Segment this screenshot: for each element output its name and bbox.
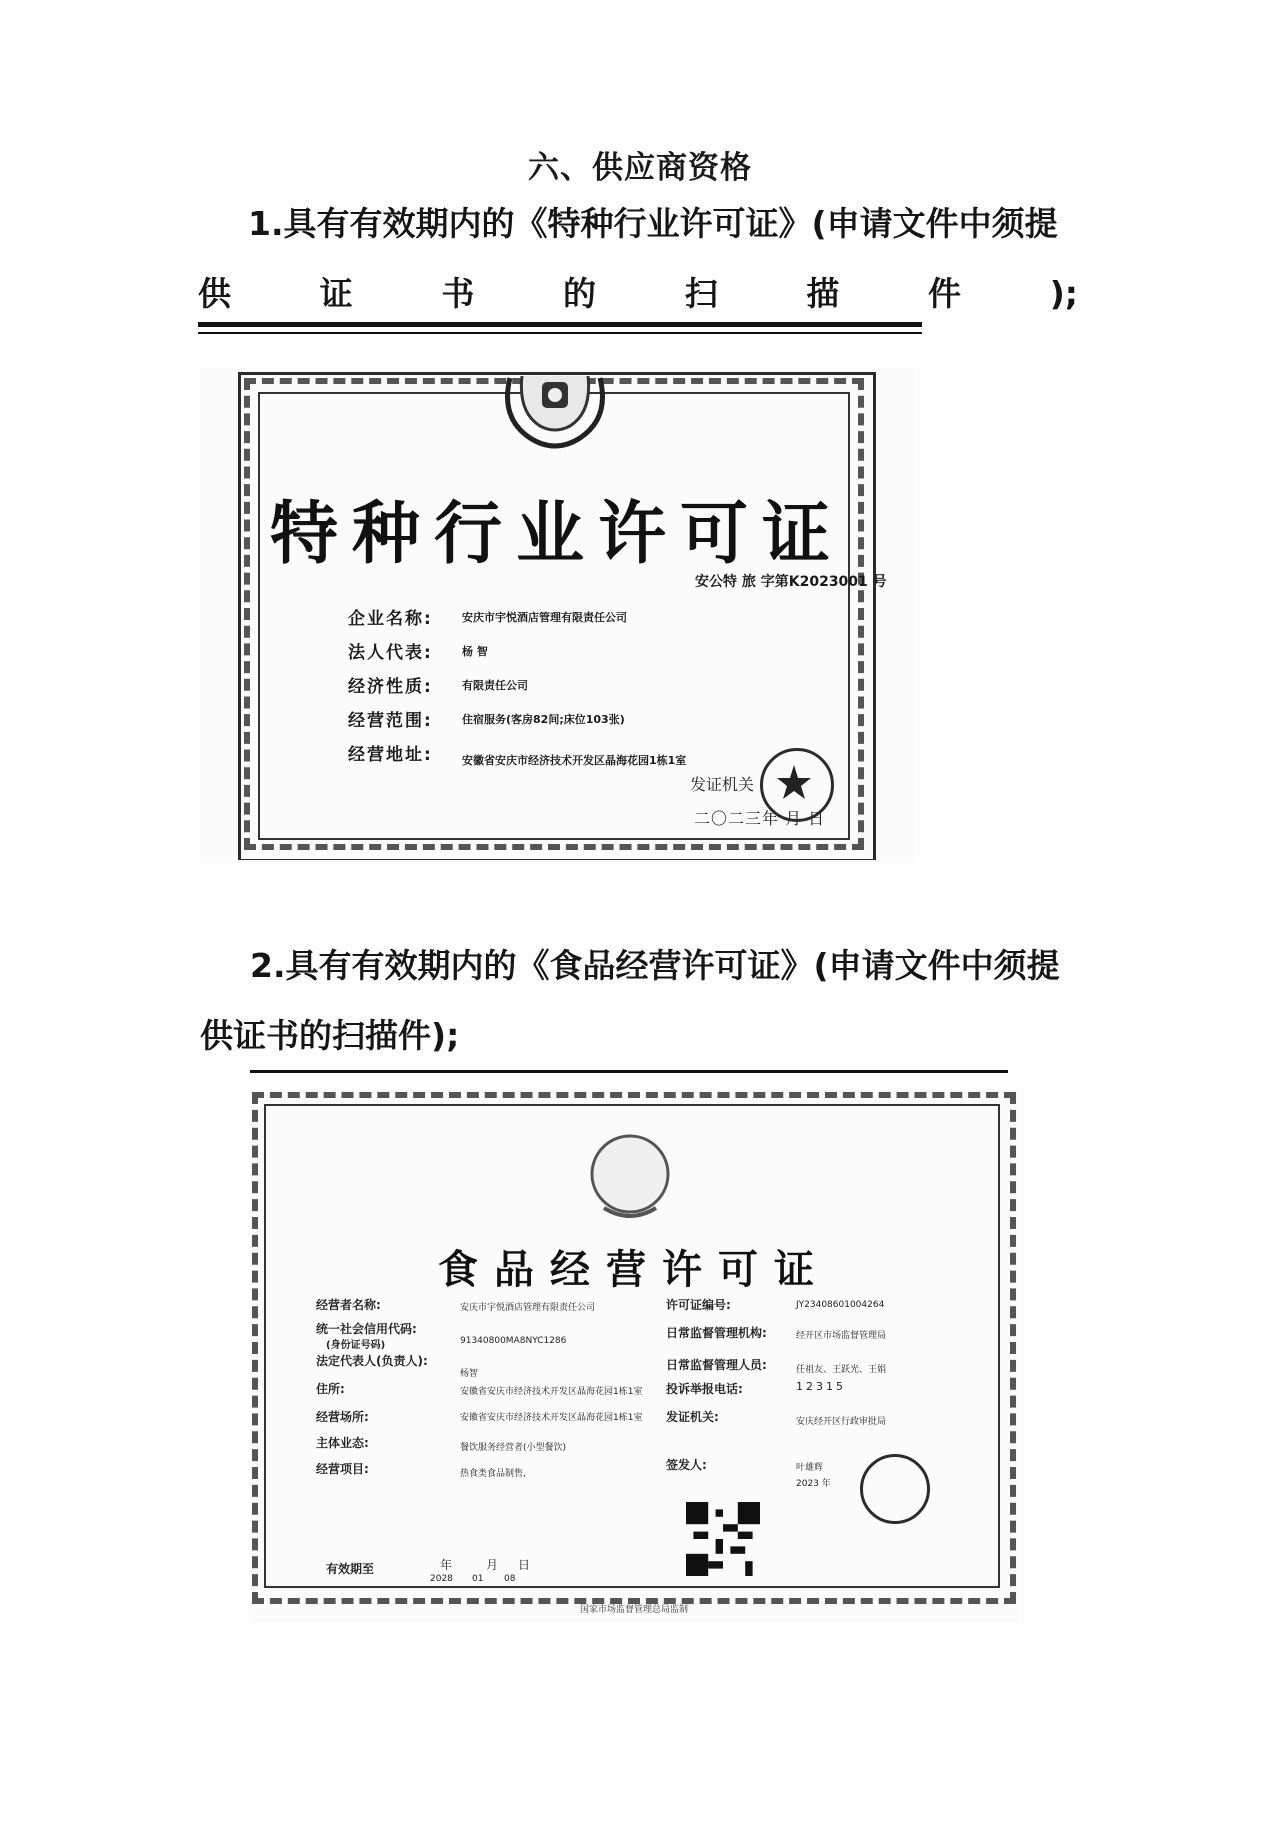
cert2-left-value: 热食类食品制售,: [460, 1469, 526, 1479]
cert1-field-label: 企业名称:: [348, 609, 433, 629]
official-seal-icon: [760, 748, 834, 822]
cert1-field-value: 住宿服务(客房82间;床位103张): [462, 713, 625, 726]
cert2-right-value: 经开区市场监督管理局: [796, 1331, 887, 1341]
cert1-field-label: 经营地址:: [348, 745, 433, 765]
cert1-field-value: 安庆市宇悦酒店管理有限责任公司: [462, 611, 627, 624]
official-seal-icon: [860, 1454, 930, 1524]
validity-month: 01: [472, 1574, 484, 1584]
cert2-right-label: 签发人:: [666, 1458, 707, 1472]
police-emblem-icon: [500, 368, 610, 454]
cert2-left-label: 主体业态:: [316, 1436, 369, 1450]
validity-month-unit: 月: [486, 1558, 499, 1572]
cert1-title: 特种行业许可证: [269, 494, 844, 574]
item1-line1: 1.具有有效期内的《特种行业许可证》(申请文件中须提: [248, 204, 1058, 243]
cert1-field-value: 有限责任公司: [462, 679, 528, 692]
item1-line2: 供证书的扫描件);: [198, 274, 1078, 313]
cert2-left-label: 住所:: [316, 1382, 345, 1396]
validity-year-unit: 年: [440, 1558, 453, 1572]
cert1-field-value: 杨 智: [462, 645, 488, 658]
cert2-left-value: 91340800MA8NYC1286: [460, 1336, 567, 1346]
cert2-left-label: (身份证号码): [326, 1340, 386, 1351]
cert2-left-value: 餐饮服务经营者(小型餐饮): [460, 1443, 567, 1453]
validity-day-unit: 日: [518, 1558, 531, 1572]
national-emblem-icon: [580, 1128, 680, 1228]
qr-code-icon: [686, 1502, 760, 1576]
divider-line-1b: [198, 332, 922, 334]
cert2-right-value: 叶雄辉: [796, 1463, 824, 1473]
cert2-title: 食品经营许可证: [438, 1246, 830, 1293]
divider-line-2: [250, 1070, 1008, 1073]
cert2-left-value: 杨智: [460, 1369, 479, 1379]
cert2-right-label: 日常监督管理人员:: [666, 1358, 767, 1372]
cert2-left-label: 经营项目:: [316, 1462, 369, 1476]
cert2-left-label: 法定代表人(负责人):: [316, 1354, 428, 1368]
cert1-field-label: 法人代表:: [348, 643, 433, 663]
food-business-license-scan: [250, 1090, 1018, 1622]
cert2-right-label: 投诉举报电话:: [666, 1382, 743, 1396]
cert2-issue-year: 2023 年: [796, 1479, 831, 1489]
cert1-number: 安公特 旅 字第K2023001 号: [695, 574, 887, 590]
cert2-right-label: 发证机关:: [666, 1410, 719, 1424]
cert2-right-value: JY23408601004264: [796, 1300, 885, 1310]
cert1-field-label: 经营范围:: [348, 711, 433, 731]
cert2-right-value: 任祖友、王跃光、王娟: [796, 1365, 887, 1375]
item2-line2: 供证书的扫描件);: [200, 1016, 460, 1055]
cert2-left-label: 经营者名称:: [316, 1298, 381, 1312]
cert2-left-value: 安徽省安庆市经济技术开发区晶海花园1栋1室: [460, 1413, 643, 1423]
cert1-field-label: 经济性质:: [348, 677, 433, 697]
cert2-left-value: 安庆市宇悦酒店管理有限责任公司: [460, 1303, 596, 1313]
validity-year: 2028: [430, 1574, 453, 1584]
cert2-right-value: 12315: [796, 1380, 846, 1393]
cert2-left-label: 统一社会信用代码:: [316, 1322, 417, 1336]
cert1-field-value: 安徽省安庆市经济技术开发区晶海花园1栋1室: [462, 754, 687, 767]
validity-day: 08: [504, 1574, 516, 1584]
cert1-date: 二〇二三年 月 日: [694, 809, 826, 828]
divider-line-1: [198, 322, 922, 327]
cert2-right-label: 许可证编号:: [666, 1298, 731, 1312]
item2-line1: 2.具有有效期内的《食品经营许可证》(申请文件中须提: [250, 946, 1060, 985]
cert2-left-label: 经营场所:: [316, 1410, 369, 1424]
cert2-right-value: 安庆经开区行政审批局: [796, 1417, 887, 1427]
cert2-left-value: 安徽省安庆市经济技术开发区晶海花园1栋1室: [460, 1387, 643, 1397]
cert1-issuer: 发证机关: [690, 775, 755, 794]
section-heading: 六、供应商资格: [528, 150, 752, 186]
cert2-footer: 国家市场监督管理总局监制: [579, 1605, 688, 1615]
special-industry-license-scan: [200, 368, 914, 860]
cert2-right-label: 日常监督管理机构:: [666, 1326, 767, 1340]
validity-label: 有效期至: [326, 1562, 375, 1576]
